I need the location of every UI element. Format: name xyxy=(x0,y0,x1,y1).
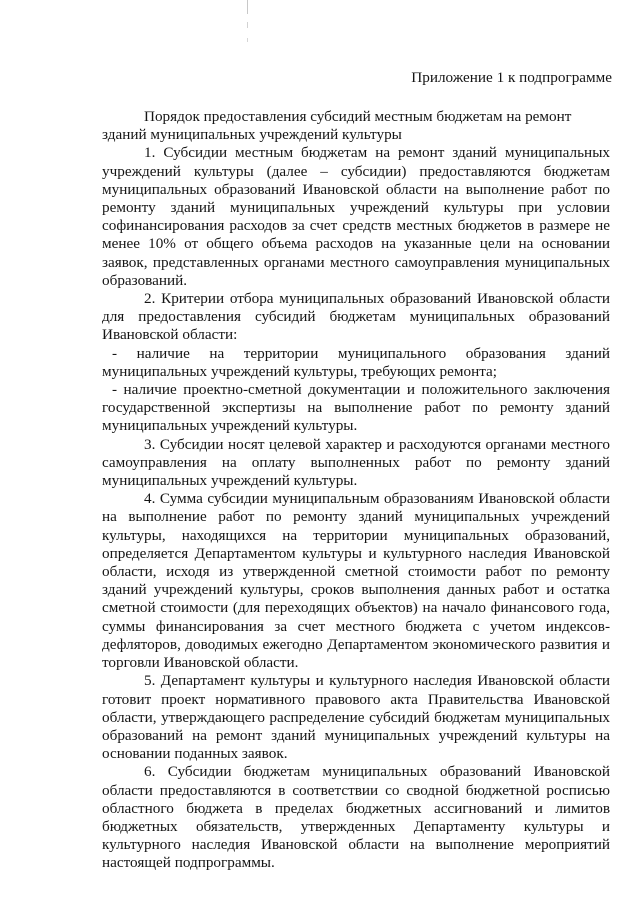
paragraph-6: 6. Субсидии бюджетам муниципальных образований Ивановской области предоставляются в соответствии со сводной бюджетной росписью областного бюджета в пределах бюджетных ассигнований и лимитов бюджетных обязательств, утвержденных Департаменту культуры и культурного наследия Ивановской области на выполнение мероприятий настоящей подпрограммы. xyxy=(102,763,610,872)
criteria-item-2: - наличие проектно-сметной документации и положительного заключения государственной экспертизы на выполнение работ по ремонту зданий муниципальных учреждений культуры. xyxy=(102,381,610,435)
paragraph-5: 5. Департамент культуры и культурного наследия Ивановской области готовит проект нормативного правового акта Правительства Ивановской области, утверждающего распределение субсидий бюджетам муниципальных образований на ремонт зданий муниципальных учреждений культуры на основании поданных заявок. xyxy=(102,672,610,763)
paragraph-1: 1. Субсидии местным бюджетам на ремонт зданий муниципальных учреждений культуры (далее – субсидии) предоставляются бюджетам муниципальных образований Ивановской области на выполнение работ по ремонту зданий муниципальных учреждений культуры при условии софинансирования расходов за счет средств местных бюджетов в размере не менее 10% от общего объема расходов на указанные цели на основании заявок, представленных органами местного самоуправления муниципальных образований. xyxy=(102,144,610,289)
criteria-item-1: - наличие на территории муниципального образования зданий муниципальных учреждений культуры, требующих ремонта; xyxy=(102,344,610,380)
paragraph-2: 2. Критерии отбора муниципальных образований Ивановской области для предоставления субсидий бюджетам муниципальных образований Ивановской области: xyxy=(102,290,610,344)
document-body xyxy=(102,108,610,873)
appendix-header: Приложение 1 к подпрограмме xyxy=(411,69,612,86)
paragraph-4: 4. Сумма субсидии муниципальным образованиям Ивановской области на выполнение работ по ремонту зданий муниципальных учреждений культуры, находящихся на территории муниципальных образований, определяется Департаментом культуры и культурного наследия Ивановской области, исходя из утвержденной сметной стоимости работ по ремонту зданий учреждений культуры, сроков выполнения данных работ и остатка сметной стоимости (для переходящих объектов) на начало финансового года, суммы финансирования за счет местного бюджета с учетом индексов-дефляторов, доводимых ежегодно Департаментом экономического развития и торговли Ивановской области. xyxy=(102,490,610,672)
document-title: Порядок предоставления субсидий местным бюджетам на ремонт зданий муниципальных учреждений культуры xyxy=(102,108,572,144)
scan-artifact xyxy=(244,0,250,60)
paragraph-3: 3. Субсидии носят целевой характер и расходуются органами местного самоуправления на оплату выполненных работ по ремонту зданий муниципальных учреждений культуры. xyxy=(102,435,610,490)
